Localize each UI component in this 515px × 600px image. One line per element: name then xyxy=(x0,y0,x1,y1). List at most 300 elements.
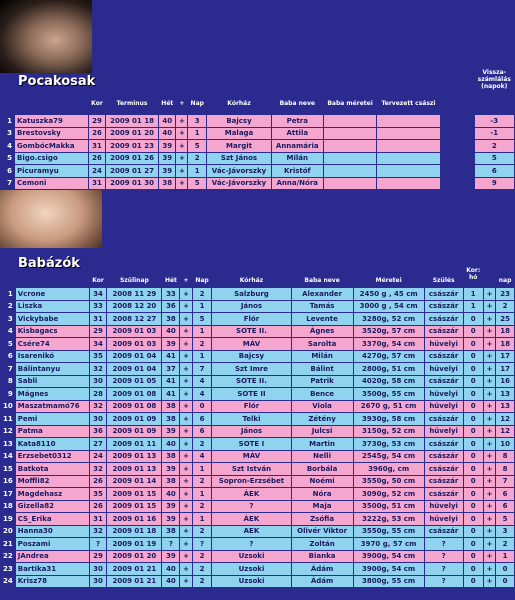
age-cell: 26 xyxy=(89,500,107,513)
size-cell: 3970 g, 57 cm xyxy=(353,538,424,551)
plus-cell: + xyxy=(180,413,192,426)
table-row xyxy=(1,475,515,488)
days-cell: 10 xyxy=(496,438,515,451)
days-cell: 2 xyxy=(496,538,515,551)
baby-name-cell: Nelli xyxy=(291,450,353,463)
week-cell: 40 xyxy=(162,575,180,588)
baby-name-cell: Milán xyxy=(291,350,353,363)
row-number: 14 xyxy=(1,450,16,463)
months-cell: 0 xyxy=(463,388,483,401)
day-cell: 2 xyxy=(192,500,212,513)
plus-cell: + xyxy=(483,363,495,376)
size-cell: 3900g, 54 cm xyxy=(353,550,424,563)
months-cell: 1 xyxy=(463,300,483,313)
col-header: Kor: hó xyxy=(466,267,481,281)
table-row xyxy=(1,140,515,153)
plus-cell: + xyxy=(180,425,192,438)
plus-cell: + xyxy=(180,500,192,513)
day-cell: 1 xyxy=(192,513,212,526)
table-row xyxy=(1,288,515,301)
baby-name-cell: Milán xyxy=(271,152,323,165)
col-header: Nap xyxy=(190,100,204,107)
size-cell xyxy=(323,115,377,128)
week-cell: 40 xyxy=(162,563,180,576)
size-cell: 2450 g , 45 cm xyxy=(353,288,424,301)
user-name: Csére74 xyxy=(15,338,89,351)
user-name: Gizella82 xyxy=(15,500,89,513)
user-name: Kisbagacs xyxy=(15,325,89,338)
months-cell: 0 xyxy=(463,350,483,363)
day-cell: 2 xyxy=(192,563,212,576)
age-cell: 29 xyxy=(89,325,107,338)
user-name: Kata8110 xyxy=(15,438,89,451)
week-cell: 41 xyxy=(162,388,180,401)
months-cell: 0 xyxy=(463,550,483,563)
size-cell: 2670 g, 51 cm xyxy=(353,400,424,413)
table-row xyxy=(1,550,515,563)
birth-type-cell: ? xyxy=(424,575,463,588)
age-cell: 29 xyxy=(89,550,107,563)
age-cell: 32 xyxy=(89,525,107,538)
week-cell: 39 xyxy=(162,550,180,563)
birthday-cell: 2009 01 13 xyxy=(107,450,162,463)
week-cell: 36 xyxy=(162,300,180,313)
day-cell: 1 xyxy=(192,463,212,476)
col-header: Kórház xyxy=(227,100,251,107)
birth-type-cell: császár xyxy=(424,350,463,363)
months-cell: 0 xyxy=(463,575,483,588)
table-row xyxy=(1,363,515,376)
baby-name-cell: Annamária xyxy=(271,140,323,153)
row-number: 7 xyxy=(1,363,16,376)
spacer-cell xyxy=(440,127,474,140)
countdown-cell: 2 xyxy=(474,140,514,153)
birthday-cell: 2009 01 04 xyxy=(107,350,162,363)
plus-cell: + xyxy=(483,425,495,438)
csaszar-cell xyxy=(377,140,440,153)
hospital-cell: Vác-Jávorszky xyxy=(207,177,272,190)
days-cell: 17 xyxy=(496,350,515,363)
week-cell: 38 xyxy=(162,450,180,463)
table-row xyxy=(1,313,515,326)
babies-section-title: Babázók xyxy=(18,256,80,271)
col-header: Kor xyxy=(91,100,103,107)
birth-type-cell: császár xyxy=(424,475,463,488)
days-cell: 2 xyxy=(496,300,515,313)
hospital-cell: Vác-Jávorszky xyxy=(207,165,272,178)
user-name: Vcrone xyxy=(15,288,89,301)
days-cell: 6 xyxy=(496,500,515,513)
user-name: Katuszka79 xyxy=(15,115,89,128)
age-cell: 33 xyxy=(89,300,107,313)
baby-name-cell: Nóra xyxy=(291,488,353,501)
user-name: CS_Erika xyxy=(15,513,89,526)
day-cell: 4 xyxy=(192,375,212,388)
months-cell: 0 xyxy=(463,375,483,388)
pregnant-belly-photo xyxy=(0,0,92,73)
plus-cell: + xyxy=(180,388,192,401)
plus-cell: + xyxy=(483,575,495,588)
plus-cell: + xyxy=(483,413,495,426)
plus-cell: + xyxy=(483,488,495,501)
age-cell: 35 xyxy=(89,488,107,501)
row-number: 7 xyxy=(1,177,15,190)
hospital-cell: Uzsoki xyxy=(212,575,291,588)
days-cell: 18 xyxy=(496,338,515,351)
row-number: 1 xyxy=(1,115,15,128)
table-row xyxy=(1,500,515,513)
plus-cell: + xyxy=(180,400,192,413)
months-cell: 0 xyxy=(463,313,483,326)
months-cell: 0 xyxy=(463,488,483,501)
size-cell: 4270g, 57 cm xyxy=(353,350,424,363)
baby-name-cell: Ádám xyxy=(291,575,353,588)
days-cell: 7 xyxy=(496,475,515,488)
hospital-cell: Salzburg xyxy=(212,288,291,301)
days-cell: 0 xyxy=(496,563,515,576)
plus-cell: + xyxy=(180,338,192,351)
row-number: 23 xyxy=(1,563,16,576)
row-number: 3 xyxy=(1,313,16,326)
day-cell: 2 xyxy=(192,338,212,351)
months-cell: 1 xyxy=(463,288,483,301)
plus-cell: + xyxy=(180,513,192,526)
plus-cell: + xyxy=(483,450,495,463)
plus-cell: + xyxy=(483,538,495,551)
birthday-cell: 2009 01 08 xyxy=(107,400,162,413)
hospital-cell: ? xyxy=(212,500,291,513)
age-cell: 31 xyxy=(89,313,107,326)
row-number: 1 xyxy=(1,288,16,301)
age-cell: 31 xyxy=(89,513,107,526)
col-header: Baba méretei xyxy=(327,100,373,107)
plus-cell: + xyxy=(483,475,495,488)
day-cell: ? xyxy=(192,538,212,551)
col-header: nap xyxy=(498,276,512,284)
birthday-cell: 2009 01 21 xyxy=(107,575,162,588)
days-cell: 13 xyxy=(496,388,515,401)
user-name: Sabli xyxy=(15,375,89,388)
birth-type-cell: hüvelyi xyxy=(424,363,463,376)
week-cell: 39 xyxy=(159,140,176,153)
birth-type-cell: császár xyxy=(424,325,463,338)
csaszar-cell xyxy=(377,115,440,128)
plus-cell: + xyxy=(180,538,192,551)
age-cell: ? xyxy=(89,538,107,551)
row-number: 16 xyxy=(1,475,16,488)
age-cell: 30 xyxy=(89,375,107,388)
hospital-cell: Bajcsy xyxy=(207,115,272,128)
week-cell: 39 xyxy=(162,500,180,513)
age-cell: 32 xyxy=(89,463,107,476)
birthday-cell: 2008 12 27 xyxy=(107,313,162,326)
table-row xyxy=(1,177,515,190)
baby-name-cell: Martin xyxy=(291,438,353,451)
countdown-cell: 6 xyxy=(474,165,514,178)
week-cell: 38 xyxy=(162,525,180,538)
table-row xyxy=(1,388,515,401)
row-number: 6 xyxy=(1,350,16,363)
baby-name-cell: Maja xyxy=(291,500,353,513)
birthday-cell: 2009 01 13 xyxy=(107,463,162,476)
plus-cell: + xyxy=(180,463,192,476)
table-row xyxy=(1,375,515,388)
days-cell: 1 xyxy=(496,550,515,563)
hospital-cell: Sopron-Erzsébet xyxy=(212,475,291,488)
age-cell: 30 xyxy=(89,563,107,576)
user-name: Moffli82 xyxy=(15,475,89,488)
hospital-cell: SOTE II xyxy=(212,388,291,401)
plus-cell: + xyxy=(483,513,495,526)
user-name: Pemi xyxy=(15,413,89,426)
size-cell: 3960g, cm xyxy=(353,463,424,476)
plus-cell: + xyxy=(483,500,495,513)
birth-type-cell: hüvelyi xyxy=(424,425,463,438)
birth-type-cell: császár xyxy=(424,313,463,326)
age-cell: 26 xyxy=(89,152,106,165)
col-header: Kor xyxy=(92,276,104,284)
hospital-cell: Flór xyxy=(212,400,291,413)
row-number: 13 xyxy=(1,438,16,451)
user-name: Cemoni xyxy=(15,177,89,190)
size-cell: 3000 g , 54 cm xyxy=(353,300,424,313)
date-cell: 2009 01 23 xyxy=(105,140,158,153)
week-cell: 39 xyxy=(159,152,176,165)
user-name: Brestovsky xyxy=(15,127,89,140)
birthday-cell: 2009 01 09 xyxy=(107,425,162,438)
days-cell: 23 xyxy=(496,288,515,301)
day-cell: 2 xyxy=(192,550,212,563)
day-cell: 3 xyxy=(188,115,207,128)
day-cell: 1 xyxy=(192,488,212,501)
months-cell: 0 xyxy=(463,538,483,551)
size-cell: 3500g, 51 cm xyxy=(353,500,424,513)
baby-name-cell: Bianka xyxy=(291,550,353,563)
col-header: Méretei xyxy=(375,276,402,284)
plus-cell: + xyxy=(483,400,495,413)
plus-cell: + xyxy=(483,525,495,538)
row-number: 24 xyxy=(1,575,16,588)
age-cell: 30 xyxy=(89,575,107,588)
col-header: Nap xyxy=(195,276,209,284)
user-name: Bartika31 xyxy=(15,563,89,576)
birth-type-cell: császár xyxy=(424,450,463,463)
months-cell: 0 xyxy=(463,325,483,338)
col-header: Baba neve xyxy=(304,276,340,284)
table-row xyxy=(1,525,515,538)
size-cell: 4020g, 58 cm xyxy=(353,375,424,388)
day-cell: 5 xyxy=(188,140,207,153)
hospital-cell: SOTE II. xyxy=(212,325,291,338)
week-cell: 40 xyxy=(162,488,180,501)
week-cell: 38 xyxy=(162,400,180,413)
hospital-cell: Flór xyxy=(212,313,291,326)
week-cell: 39 xyxy=(162,513,180,526)
hospital-cell: AEK xyxy=(212,525,291,538)
size-cell: 2800g, 51 cm xyxy=(353,363,424,376)
week-cell: 38 xyxy=(162,313,180,326)
day-cell: 2 xyxy=(192,575,212,588)
age-cell: 28 xyxy=(89,388,107,401)
plus-cell: + xyxy=(180,325,192,338)
csaszar-cell xyxy=(377,177,440,190)
table-row xyxy=(1,438,515,451)
baby-name-cell: Ágnes xyxy=(291,325,353,338)
days-cell: 6 xyxy=(496,488,515,501)
birthday-cell: 2009 01 03 xyxy=(107,338,162,351)
col-header: Kórház xyxy=(239,276,264,284)
user-name: Vickybabe xyxy=(15,313,89,326)
row-number: 9 xyxy=(1,388,16,401)
date-cell: 2009 01 27 xyxy=(105,165,158,178)
plus-cell: + xyxy=(483,288,495,301)
csaszar-cell xyxy=(377,152,440,165)
age-cell: 35 xyxy=(89,350,107,363)
months-cell: 0 xyxy=(463,363,483,376)
age-cell: 34 xyxy=(89,288,107,301)
row-number: 5 xyxy=(1,338,16,351)
baby-name-cell: Levente xyxy=(291,313,353,326)
plus-cell: + xyxy=(180,488,192,501)
user-name: Erzsebet0312 xyxy=(15,450,89,463)
plus-cell: + xyxy=(180,300,192,313)
week-cell: 39 xyxy=(162,463,180,476)
day-cell: 4 xyxy=(192,450,212,463)
baby-name-cell: Viola xyxy=(291,400,353,413)
table-row xyxy=(1,325,515,338)
birthday-cell: 2009 01 20 xyxy=(107,550,162,563)
birth-type-cell: hüvelyi xyxy=(424,400,463,413)
spacer-cell xyxy=(440,177,474,190)
baby-name-cell: Zoltán xyxy=(291,538,353,551)
months-cell: 0 xyxy=(463,400,483,413)
size-cell: 3900g, 54 cm xyxy=(353,563,424,576)
day-cell: 5 xyxy=(192,313,212,326)
birthday-cell: 2009 01 21 xyxy=(107,563,162,576)
days-cell: 5 xyxy=(496,513,515,526)
col-header: + xyxy=(183,276,189,284)
months-cell: 0 xyxy=(463,563,483,576)
col-header: Terminus xyxy=(116,100,148,107)
table-row xyxy=(1,575,515,588)
row-number: 6 xyxy=(1,165,15,178)
hospital-cell: Szt János xyxy=(207,152,272,165)
age-cell: 32 xyxy=(89,363,107,376)
baby-name-cell: Alexander xyxy=(291,288,353,301)
plus-cell: + xyxy=(483,338,495,351)
user-name: JAndrea xyxy=(15,550,89,563)
hospital-cell: Uzsoki xyxy=(212,550,291,563)
week-cell: ? xyxy=(162,538,180,551)
col-header: Szülés xyxy=(432,276,455,284)
birthday-cell: 2009 01 03 xyxy=(107,325,162,338)
week-cell: 33 xyxy=(162,288,180,301)
row-number: 5 xyxy=(1,152,15,165)
months-cell: 0 xyxy=(463,463,483,476)
countdown-cell: -1 xyxy=(474,127,514,140)
size-cell: 3800g, 55 cm xyxy=(353,575,424,588)
months-cell: 0 xyxy=(463,525,483,538)
day-cell: 1 xyxy=(188,127,207,140)
hospital-cell: MÁV xyxy=(212,450,291,463)
size-cell xyxy=(323,127,377,140)
baby-name-cell: Attila xyxy=(271,127,323,140)
plus-cell: + xyxy=(180,363,192,376)
size-cell xyxy=(323,140,377,153)
hospital-cell: János xyxy=(212,300,291,313)
row-number: 21 xyxy=(1,538,16,551)
user-name: Patma xyxy=(15,425,89,438)
hospital-cell: Telki xyxy=(212,413,291,426)
row-number: 11 xyxy=(1,413,16,426)
birthday-cell: 2009 01 05 xyxy=(107,375,162,388)
table-row xyxy=(1,413,515,426)
day-cell: 4 xyxy=(192,388,212,401)
birthday-cell: 2009 01 18 xyxy=(107,525,162,538)
table-row xyxy=(1,463,515,476)
plus-cell: + xyxy=(483,350,495,363)
hospital-cell: János xyxy=(212,425,291,438)
col-header: Hét xyxy=(161,100,174,107)
babies-table xyxy=(0,267,515,588)
age-cell: 36 xyxy=(89,425,107,438)
table-row xyxy=(1,538,515,551)
baby-name-cell: Sarolta xyxy=(291,338,353,351)
plus-cell: + xyxy=(483,550,495,563)
months-cell: 0 xyxy=(463,500,483,513)
baby-name-cell: Kristóf xyxy=(271,165,323,178)
birthday-cell: 2008 11 29 xyxy=(107,288,162,301)
table-row xyxy=(1,425,515,438)
col-header: Hét xyxy=(164,276,177,284)
table-row xyxy=(1,152,515,165)
hospital-cell: SOTE I xyxy=(212,438,291,451)
user-name: Hanna30 xyxy=(15,525,89,538)
days-cell: 12 xyxy=(496,425,515,438)
table-row xyxy=(1,563,515,576)
day-cell: 2 xyxy=(188,152,207,165)
day-cell: 2 xyxy=(192,525,212,538)
week-cell: 41 xyxy=(162,375,180,388)
birth-type-cell: császár xyxy=(424,375,463,388)
birth-type-cell: császár xyxy=(424,525,463,538)
row-number: 4 xyxy=(1,140,15,153)
week-cell: 38 xyxy=(159,177,176,190)
plus-cell: + xyxy=(176,140,188,153)
day-cell: 6 xyxy=(192,425,212,438)
birth-type-cell: hüvelyi xyxy=(424,388,463,401)
user-name: Maszatmamó76 xyxy=(15,400,89,413)
plus-cell: + xyxy=(180,525,192,538)
age-cell: 34 xyxy=(89,338,107,351)
csaszar-cell xyxy=(377,127,440,140)
week-cell: 39 xyxy=(162,425,180,438)
months-cell: 0 xyxy=(463,425,483,438)
months-cell: 0 xyxy=(463,413,483,426)
day-cell: 1 xyxy=(188,165,207,178)
size-cell: 2545g, 54 cm xyxy=(353,450,424,463)
months-cell: 0 xyxy=(463,438,483,451)
col-header: Baba neve xyxy=(279,100,315,107)
birth-type-cell: császár xyxy=(424,463,463,476)
row-number: 17 xyxy=(1,488,16,501)
row-number: 4 xyxy=(1,325,16,338)
size-cell xyxy=(323,165,377,178)
age-cell: 24 xyxy=(89,165,106,178)
plus-cell: + xyxy=(483,300,495,313)
hospital-cell: Szt Imre xyxy=(212,363,291,376)
baby-name-cell: Julcsi xyxy=(291,425,353,438)
